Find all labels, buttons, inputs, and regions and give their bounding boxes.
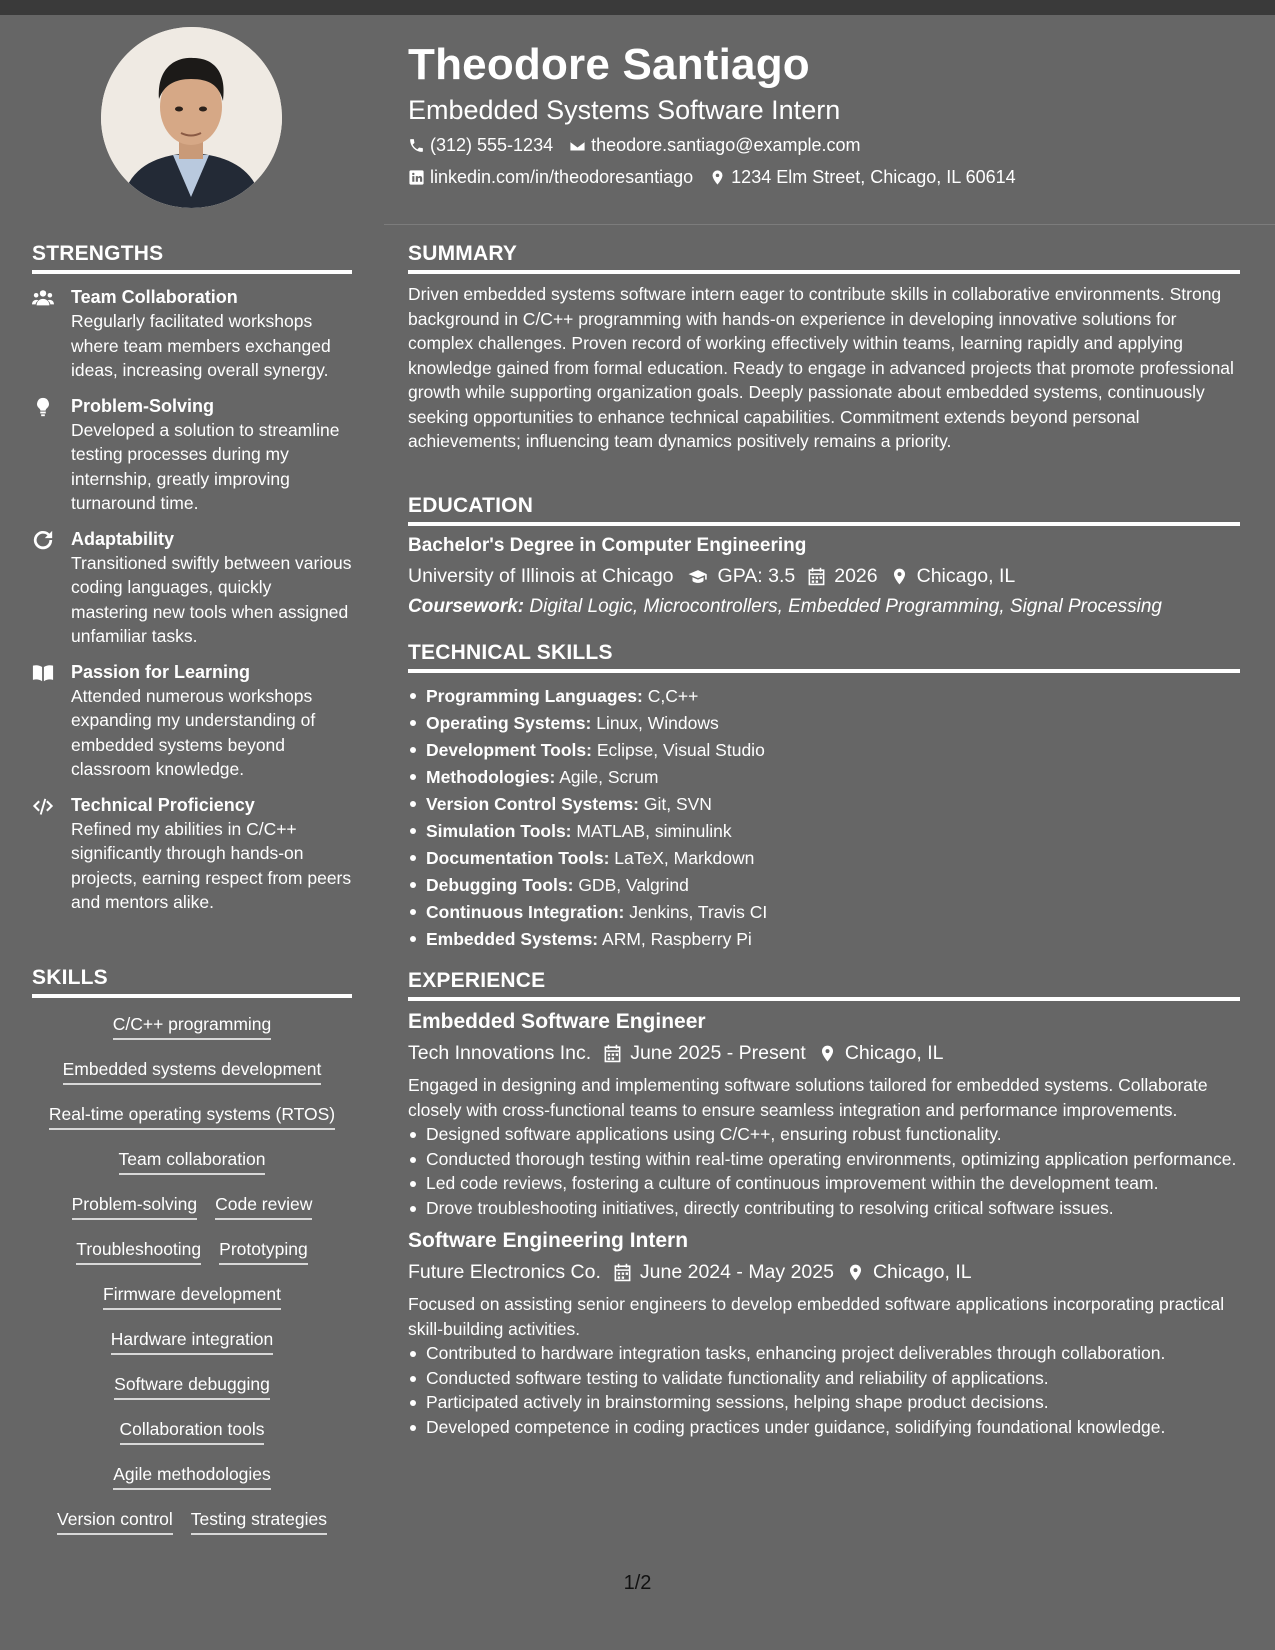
map-pin-icon <box>818 1044 837 1063</box>
summary-section <box>408 242 1240 454</box>
email-contact[interactable] <box>569 135 860 156</box>
skill-category: Operating Systems: <box>426 713 592 733</box>
education-section <box>408 494 1240 618</box>
skill-chip: Software debugging <box>114 1374 270 1400</box>
linkedin-icon <box>408 169 425 186</box>
refresh-icon <box>32 530 54 550</box>
education-heading: EDUCATION <box>408 494 1240 526</box>
skills-section <box>32 966 352 1546</box>
list-item <box>408 818 1240 845</box>
education-location: Chicago, IL <box>916 565 1016 587</box>
strengths-heading: STRENGTHS <box>32 242 352 274</box>
header-divider <box>384 224 1275 225</box>
strength-desc: Developed a solution to streamline testing processes during my internship, greatly improving turnaround time. <box>71 419 340 513</box>
skill-value: MATLAB, siminulink <box>576 821 732 841</box>
list-item <box>408 737 1240 764</box>
list-item: Conducted software testing to validate functionality and reliability of applications. <box>408 1366 1240 1391</box>
experience-section <box>408 969 1240 1439</box>
page-indicator: 1/2 <box>623 1572 652 1594</box>
skill-value: ARM, Raspberry Pi <box>602 929 752 949</box>
graduation-year: 2026 <box>834 565 878 587</box>
skill-chip: Hardware integration <box>111 1329 273 1355</box>
list-item: Developed competence in coding practices under guidance, solidifying foundational knowledge. <box>408 1415 1240 1440</box>
company-name: Tech Innovations Inc. <box>408 1042 592 1064</box>
skill-category: Embedded Systems: <box>426 929 599 949</box>
job-entry <box>408 1229 1240 1439</box>
coursework-label: Coursework: <box>408 596 525 617</box>
skills-heading: SKILLS <box>32 966 352 998</box>
strength-item <box>32 660 352 782</box>
skill-chip: Firmware development <box>103 1284 281 1310</box>
skill-chip: Troubleshooting <box>76 1239 201 1265</box>
contact-row-2 <box>408 167 1032 188</box>
skill-chip: Team collaboration <box>119 1149 266 1175</box>
list-item <box>408 764 1240 791</box>
strength-item <box>32 527 352 649</box>
skill-value: Linux, Windows <box>596 713 719 733</box>
list-item: Led code reviews, fostering a culture of continuous improvement within the development team. <box>408 1171 1240 1196</box>
address-contact <box>709 167 1016 188</box>
list-item <box>408 683 1240 710</box>
skill-category: Debugging Tools: <box>426 875 574 895</box>
strength-desc: Attended numerous workshops expanding my understanding of embedded systems beyond classroom knowledge. <box>71 685 316 779</box>
summary-heading: SUMMARY <box>408 242 1240 274</box>
job-bullets <box>408 1341 1240 1439</box>
candidate-name: Theodore Santiago <box>408 40 810 89</box>
job-dates: June 2024 - May 2025 <box>639 1261 834 1283</box>
gpa-text: GPA: 3.5 <box>717 565 796 587</box>
phone-text: (312) 555-1234 <box>430 135 554 155</box>
strength-title: Passion for Learning <box>71 661 251 682</box>
phone-icon <box>408 137 425 154</box>
job-entry <box>408 1010 1240 1220</box>
skill-chip: Prototyping <box>219 1239 308 1265</box>
strength-desc: Regularly facilitated workshops where team members exchanged ideas, increasing overall synergy. <box>71 311 331 380</box>
skill-chip: Testing strategies <box>191 1509 327 1535</box>
skill-chip: Agile methodologies <box>113 1464 271 1490</box>
strength-item <box>32 394 352 516</box>
phone-contact[interactable] <box>408 135 553 156</box>
skill-value: C,C++ <box>647 686 699 706</box>
coursework-list: Digital Logic, Microcontrollers, Embedded Programming, Signal Processing <box>529 596 1162 617</box>
job-description: Focused on assisting senior engineers to develop embedded software applications incorporating practical skill-building activities. <box>408 1294 1225 1339</box>
graduation-cap-icon <box>686 567 710 586</box>
list-item: Conducted thorough testing within real-time operating environments, optimizing application performance. <box>408 1147 1240 1172</box>
job-meta <box>408 1261 1240 1284</box>
candidate-title: Embedded Systems Software Intern <box>408 95 841 125</box>
strengths-section <box>32 242 352 915</box>
list-item <box>408 710 1240 737</box>
list-item <box>408 872 1240 899</box>
technical-skills-heading: TECHNICAL SKILLS <box>408 641 1240 673</box>
skill-category: Programming Languages: <box>426 686 643 706</box>
skill-value: Jenkins, Travis CI <box>629 902 768 922</box>
linkedin-text: linkedin.com/in/theodoresantiago <box>430 167 694 187</box>
job-title: Embedded Software Engineer <box>408 1010 706 1033</box>
skill-category: Methodologies: <box>426 767 556 787</box>
education-meta <box>408 565 1240 588</box>
skill-chip: Embedded systems development <box>63 1059 322 1085</box>
skill-chip: Version control <box>57 1509 173 1535</box>
job-location: Chicago, IL <box>844 1042 944 1064</box>
skill-value: Git, SVN <box>643 794 712 814</box>
job-meta <box>408 1042 1240 1065</box>
skill-category: Version Control Systems: <box>426 794 639 814</box>
list-item <box>408 926 1240 953</box>
calendar-icon <box>603 1044 622 1063</box>
summary-text: Driven embedded systems software intern eager to contribute skills in collaborative environments. Strong background in C/C++ programming with hands-on experience in developing innovative solutions for complex challenges. Proven record of working effectively within teams, learning rapidly and applying knowledge gained from formal education. Ready to engage in advanced projects that promote professional growth while supporting organization goals. Deeply passionate about embedded systems, continuously seeking opportunities to enhance technical capabilities. Commitment extends beyond personal achievements; influencing team dynamics positively remains a priority. <box>408 284 1234 451</box>
list-item: Contributed to hardware integration tasks, enhancing project deliverables through collaboration. <box>408 1341 1240 1366</box>
lightbulb-icon <box>32 397 54 417</box>
strength-item <box>32 285 352 383</box>
contact-row-1 <box>408 135 877 156</box>
address-text: 1234 Elm Street, Chicago, IL 60614 <box>731 167 1016 187</box>
skill-category: Continuous Integration: <box>426 902 625 922</box>
skill-category: Development Tools: <box>426 740 592 760</box>
strength-title: Technical Proficiency <box>71 794 255 815</box>
skills-list <box>32 1006 352 1546</box>
calendar-icon <box>613 1263 632 1282</box>
skill-chip: Real-time operating systems (RTOS) <box>49 1104 335 1130</box>
top-bar <box>0 0 1275 15</box>
strength-title: Adaptability <box>71 528 175 549</box>
strength-title: Team Collaboration <box>71 287 238 307</box>
job-dates: June 2025 - Present <box>630 1042 806 1064</box>
company-name: Future Electronics Co. <box>408 1261 601 1283</box>
list-item <box>408 791 1240 818</box>
linkedin-contact[interactable] <box>408 167 693 188</box>
map-pin-icon <box>846 1263 865 1282</box>
strength-item <box>32 793 352 915</box>
technical-skills-list <box>408 683 1240 953</box>
job-title: Software Engineering Intern <box>408 1229 689 1252</box>
skill-chip: C/C++ programming <box>113 1014 272 1040</box>
book-icon <box>32 663 54 683</box>
technical-skills-section <box>408 641 1240 953</box>
skill-category: Documentation Tools: <box>426 848 610 868</box>
degree-title: Bachelor's Degree in Computer Engineering <box>408 535 807 556</box>
job-description: Engaged in designing and implementing software solutions tailored for embedded systems. Collaborate closely with cross-functional teams to ensure seamless integration and performance improvements. <box>408 1075 1208 1120</box>
coursework-line <box>408 596 1240 618</box>
skill-category: Simulation Tools: <box>426 821 572 841</box>
skill-chip: Problem-solving <box>72 1194 197 1220</box>
calendar-icon <box>807 567 826 586</box>
strength-desc: Transitioned swiftly between various coding languages, quickly mastering new tools when assigned unfamiliar tasks. <box>71 552 352 646</box>
envelope-icon <box>569 137 586 154</box>
strength-title: Problem-Solving <box>71 395 215 416</box>
email-text: theodore.santiago@example.com <box>591 135 861 155</box>
list-item <box>408 899 1240 926</box>
map-pin-icon <box>709 169 726 186</box>
skill-chip: Code review <box>215 1194 312 1220</box>
school-name: University of Illinois at Chicago <box>408 565 674 587</box>
skill-value: GDB, Valgrind <box>578 875 689 895</box>
job-bullets <box>408 1122 1240 1220</box>
skill-value: LaTeX, Markdown <box>614 848 755 868</box>
users-icon <box>32 288 54 308</box>
skill-value: Agile, Scrum <box>559 767 659 787</box>
list-item: Drove troubleshooting initiatives, directly contributing to resolving critical software issues. <box>408 1196 1240 1221</box>
map-pin-icon <box>890 567 909 586</box>
profile-photo <box>101 27 282 208</box>
code-icon <box>32 796 54 816</box>
list-item: Participated actively in brainstorming sessions, helping shape product decisions. <box>408 1390 1240 1415</box>
skill-value: Eclipse, Visual Studio <box>596 740 765 760</box>
strength-desc: Refined my abilities in C/C++ significantly through hands-on projects, earning respect from peers and mentors alike. <box>71 818 352 912</box>
experience-heading: EXPERIENCE <box>408 969 1240 1001</box>
list-item: Designed software applications using C/C++, ensuring robust functionality. <box>408 1122 1240 1147</box>
list-item <box>408 845 1240 872</box>
skill-chip: Collaboration tools <box>120 1419 265 1445</box>
job-location: Chicago, IL <box>872 1261 972 1283</box>
